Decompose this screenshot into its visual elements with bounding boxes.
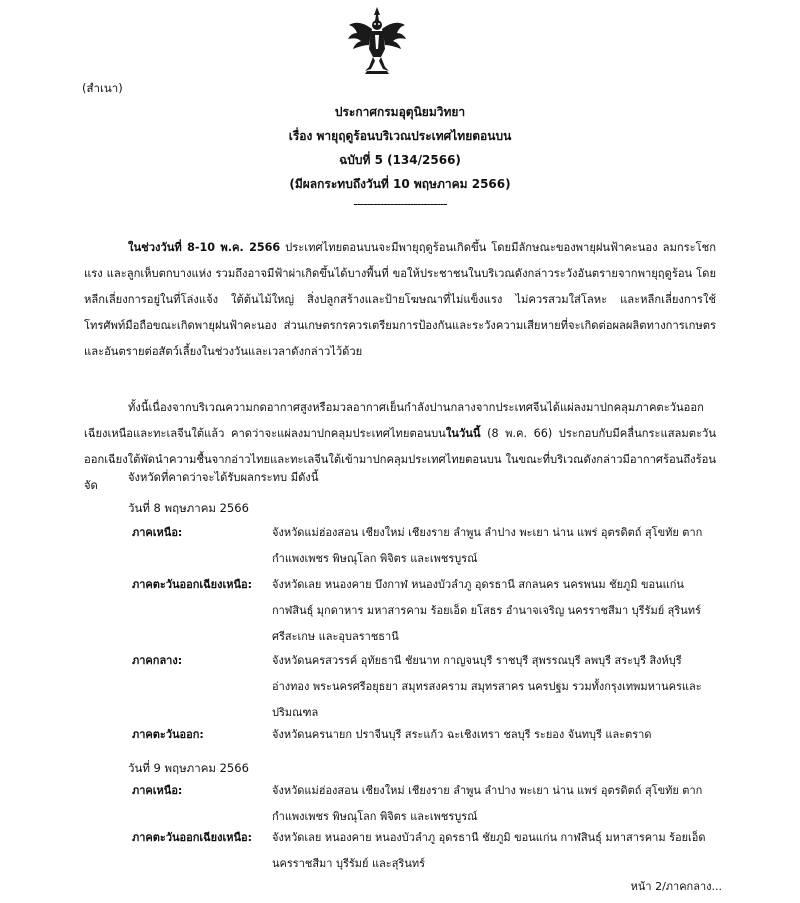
- paragraph-warning: [84, 235, 716, 365]
- title-line-issue: ฉบับที่ 5 (134/2566): [339, 153, 461, 167]
- region-name: ภาคเหนือ:: [132, 526, 183, 539]
- region-provinces: จังหวัดนครสวรรค์ อุทัยธานี ชัยนาท กาญจนบุรี ราชบุรี สุพรรณบุรี ลพบุรี สระบุรี สิงห์บุรี อ่างทอง พระนครศรีอยุธยา สมุทรสงคราม สมุทรสาคร นครปฐม รวมทั้งกรุงเทพมหานครและปริมณฑล: [272, 654, 702, 719]
- paragraph-cause-b: (8 พ.ค. 66) ประกอบกับมีคลื่นกระแสลมตะวันออกเฉียงใต้พัดนำความชื้นจากอ่าวไทยและทะเลจีนใต้เข้ามาปกคลุมประเทศไทยตอนบน ในขณะที่บริเวณดังกล่าวมีอากาศร้อนถึงร้อนจัด: [84, 427, 716, 492]
- region-name: ภาคตะวันออกเฉียงเหนือ:: [132, 831, 253, 844]
- title-line-agency: ประกาศกรมอุตุนิยมวิทยา: [334, 105, 466, 119]
- garuda-emblem: [345, 5, 409, 75]
- title-line-effective: (มีผลกระทบถึงวันที่ 10 พฤษภาคม 2566): [289, 177, 511, 191]
- region-name: ภาคตะวันออกเฉียงเหนือ:: [132, 578, 253, 591]
- paragraph-warning-lead: ในช่วงวันที่ 8-10 พ.ค. 2566: [128, 241, 281, 254]
- paragraph-warning-body: ประเทศไทยตอนบนจะมีพายุฤดูร้อนเกิดขึ้น โดยมีลักษณะของพายุฝนฟ้าคะนอง ลมกระโชกแรง และลูกเห็บตกบางแห่ง รวมถึงอาจมีฟ้าผ่าเกิดขึ้นได้บางพื้นที่ ขอให้ประชาชนในบริเวณดังกล่าวระวังอันตรายจากพายุฤดูร้อน โดยหลีกเลี่ยงการอยู่ในที่โล่งแจ้ง ใต้ต้นไม้ใหญ่ สิ่งปลูกสร้างและป้ายโฆษณาที่ไม่แข็งแรง ไม่ควรสวมใส่โลหะ และหลีกเลี่ยงการใช้โทรศัพท์มือถือขณะเกิดพายุฝนฟ้าคะนอง ส่วนเกษตรกรควรเตรียมการป้องกันและระวังความเสียหายที่จะเกิดต่อผลผลิตทางการเกษตรและอันตรายต่อสัตว์เลี้ยงในช่วงวันและเวลาดังกล่าวไว้ด้วย: [84, 241, 716, 358]
- announcement-heading: [0, 100, 800, 212]
- region-provinces: จังหวัดนครนายก ปราจีนบุรี สระแก้ว ฉะเชิงเทรา ชลบุรี ระยอง จันทบุรี และตราด: [272, 728, 652, 741]
- region-name: ภาคเหนือ:: [132, 784, 183, 797]
- paragraph-affected-intro: จังหวัดที่คาดว่าจะได้รับผลกระทบ มีดังนี้: [128, 471, 319, 484]
- region-provinces: จังหวัดแม่ฮ่องสอน เชียงใหม่ เชียงราย ลำพูน ลำปาง พะเยา น่าน แพร่ อุตรดิตถ์ สุโขทัย ตาก กำแพงเพชร พิษณุโลก พิจิตร และเพชรบูรณ์: [272, 526, 703, 565]
- region-provinces: จังหวัดแม่ฮ่องสอน เชียงใหม่ เชียงราย ลำพูน ลำปาง พะเยา น่าน แพร่ อุตรดิตถ์ สุโขทัย ตาก กำแพงเพชร พิษณุโลก พิจิตร และเพชรบูรณ์: [272, 784, 703, 823]
- day1-title: วันที่ 8 พฤษภาคม 2566: [128, 501, 249, 515]
- region-provinces: จังหวัดเลย หนองคาย หนองบัวลำภู อุดรธานี ชัยภูมิ ขอนแก่น กาฬสินธุ์ มหาสารคาม ร้อยเอ็ด นครราชสีมา บุรีรัมย์ และสุรินทร์: [272, 831, 706, 870]
- day2-title: วันที่ 9 พฤษภาคม 2566: [128, 761, 249, 775]
- title-separator: ----------------------------: [353, 197, 447, 211]
- paragraph-cause-today: ในวันนี้: [445, 427, 481, 440]
- page-continuation-footer: หน้า 2/ภาคกลาง...: [630, 880, 722, 893]
- region-name: ภาคกลาง:: [132, 654, 183, 667]
- region-provinces: จังหวัดเลย หนองคาย บึงกาฬ หนองบัวลำภู อุดรธานี สกลนคร นครพนม ชัยภูมิ ขอนแก่น กาฬสินธุ์ มุกดาหาร มหาสารคาม ร้อยเอ็ด ยโสธร อำนาจเจริญ นครราชสีมา บุรีรัมย์ สุรินทร์ ศรีสะเกษ และอุบลราชธานี: [272, 578, 701, 643]
- title-line-subject: เรื่อง พายุฤดูร้อนบริเวณประเทศไทยตอนบน: [288, 129, 512, 143]
- region-name: ภาคตะวันออก:: [132, 728, 204, 741]
- paragraph-cause-a: ทั้งนี้เนื่องจากบริเวณความกดอากาศสูงหรือมวลอากาศเย็นกำลังปานกลางจากประเทศจีนได้แผ่ลงมาปกคลุมภาคตะวันออกเฉียงเหนือและทะเลจีนใต้แล้ว คาดว่าจะแผ่ลงมาปกคลุมประเทศไทยตอนบน: [84, 401, 704, 440]
- copy-label: (สำเนา): [82, 81, 123, 95]
